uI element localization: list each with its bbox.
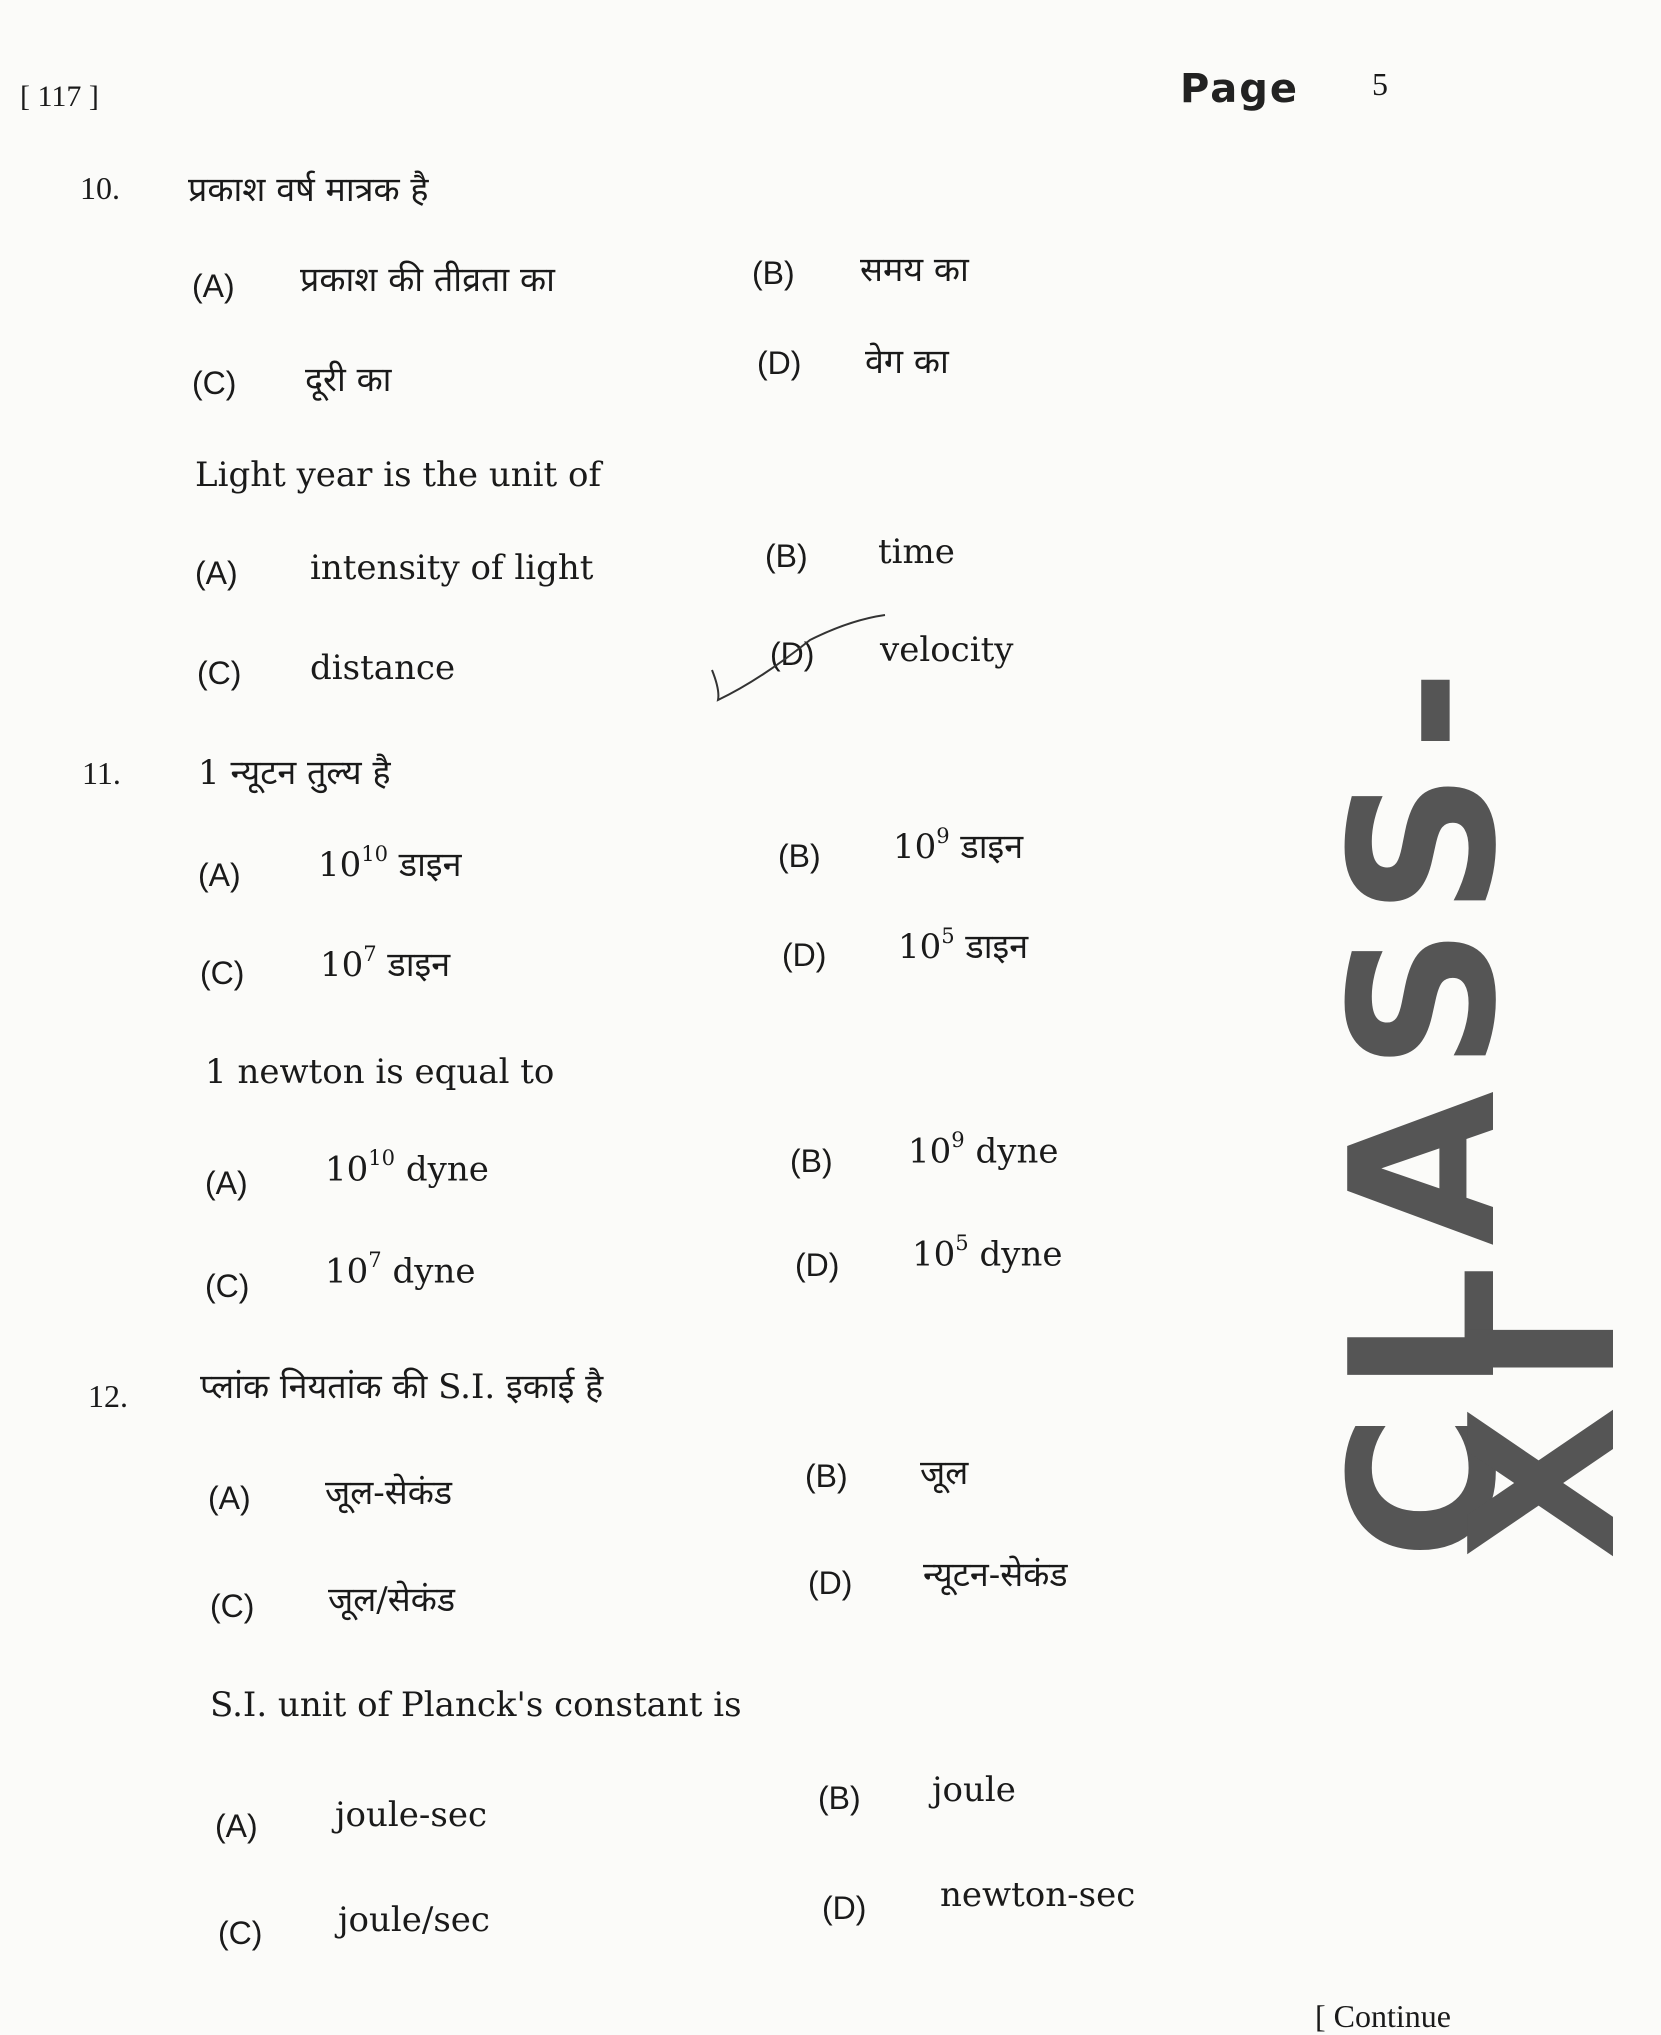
option-label: (B) (805, 1458, 848, 1494)
option-label: (D) (770, 636, 815, 672)
option-text: दूरी का (305, 360, 392, 400)
option-text: velocity (880, 630, 1014, 670)
english-question: S.I. unit of Planck's constant is (210, 1685, 742, 1725)
option-label: (C) (210, 1588, 255, 1624)
english-question: Light year is the unit of (195, 455, 602, 495)
page-number: 5 (1372, 66, 1388, 102)
continue-note: [ Continue (1315, 1998, 1451, 2034)
option-text: joule/sec (338, 1900, 490, 1940)
option-label: (D) (795, 1247, 840, 1283)
option-text: joule (932, 1770, 1016, 1810)
option-label: (B) (778, 838, 821, 874)
option-text: प्रकाश की तीव्रता का (300, 260, 555, 300)
option-label: (C) (200, 955, 245, 991)
question-number: 11. (82, 755, 121, 791)
option-label: (D) (757, 345, 802, 381)
option-text: time (878, 532, 955, 572)
option-label: (D) (808, 1565, 853, 1601)
option-label: (A) (192, 268, 235, 304)
option-text: $10^5$ dyne (912, 1229, 1063, 1275)
option-label: (A) (198, 857, 241, 893)
paper-code: [ 117 ] (20, 80, 99, 113)
option-text: $10^7$ डाइन (320, 940, 451, 985)
class-banner: CLASS-XI (1308, 648, 1661, 1560)
option-label: (C) (197, 655, 242, 691)
hindi-question: प्रकाश वर्ष मात्रक है (188, 170, 429, 210)
page-label: Page (1180, 66, 1299, 112)
option-label: (A) (195, 555, 238, 591)
option-text: $10^9$ डाइन (893, 822, 1024, 867)
option-label: (D) (782, 937, 827, 973)
option-label: (A) (208, 1480, 251, 1516)
option-label: (D) (822, 1890, 867, 1926)
option-text: जूल (920, 1453, 969, 1493)
option-label: (B) (765, 538, 808, 574)
option-text: newton-sec (940, 1875, 1136, 1915)
option-label: (B) (790, 1143, 833, 1179)
option-label: (C) (218, 1915, 263, 1951)
hindi-question: 1 न्यूटन तुल्य है (198, 753, 391, 793)
option-text: $10^7$ dyne (325, 1246, 476, 1292)
option-text: समय का (860, 250, 969, 290)
option-text: न्यूटन-सेकंड (923, 1555, 1068, 1595)
option-text: intensity of light (310, 548, 594, 588)
question-number: 10. (80, 170, 120, 206)
option-label: (C) (192, 365, 237, 401)
option-text: जूल/सेकंड (328, 1580, 456, 1620)
english-question: 1 newton is equal to (205, 1052, 555, 1092)
option-text: $10^9$ dyne (908, 1126, 1059, 1172)
option-text: जूल-सेकंड (325, 1473, 453, 1513)
tick-mark (700, 600, 900, 710)
option-label: (B) (752, 255, 795, 291)
option-label: (A) (205, 1165, 248, 1201)
option-text: वेग का (865, 342, 949, 382)
question-number: 12. (88, 1378, 128, 1414)
option-label: (A) (215, 1808, 258, 1844)
hindi-question: प्लांक नियतांक की S.I. इकाई है (200, 1367, 604, 1407)
option-text: joule-sec (335, 1795, 488, 1835)
option-text: distance (310, 648, 456, 688)
option-text: $10^{10}$ dyne (325, 1144, 489, 1190)
option-label: (B) (818, 1780, 861, 1816)
option-text: $10^5$ डाइन (898, 922, 1029, 967)
option-text: $10^{10}$ डाइन (318, 840, 462, 885)
option-label: (C) (205, 1268, 250, 1304)
